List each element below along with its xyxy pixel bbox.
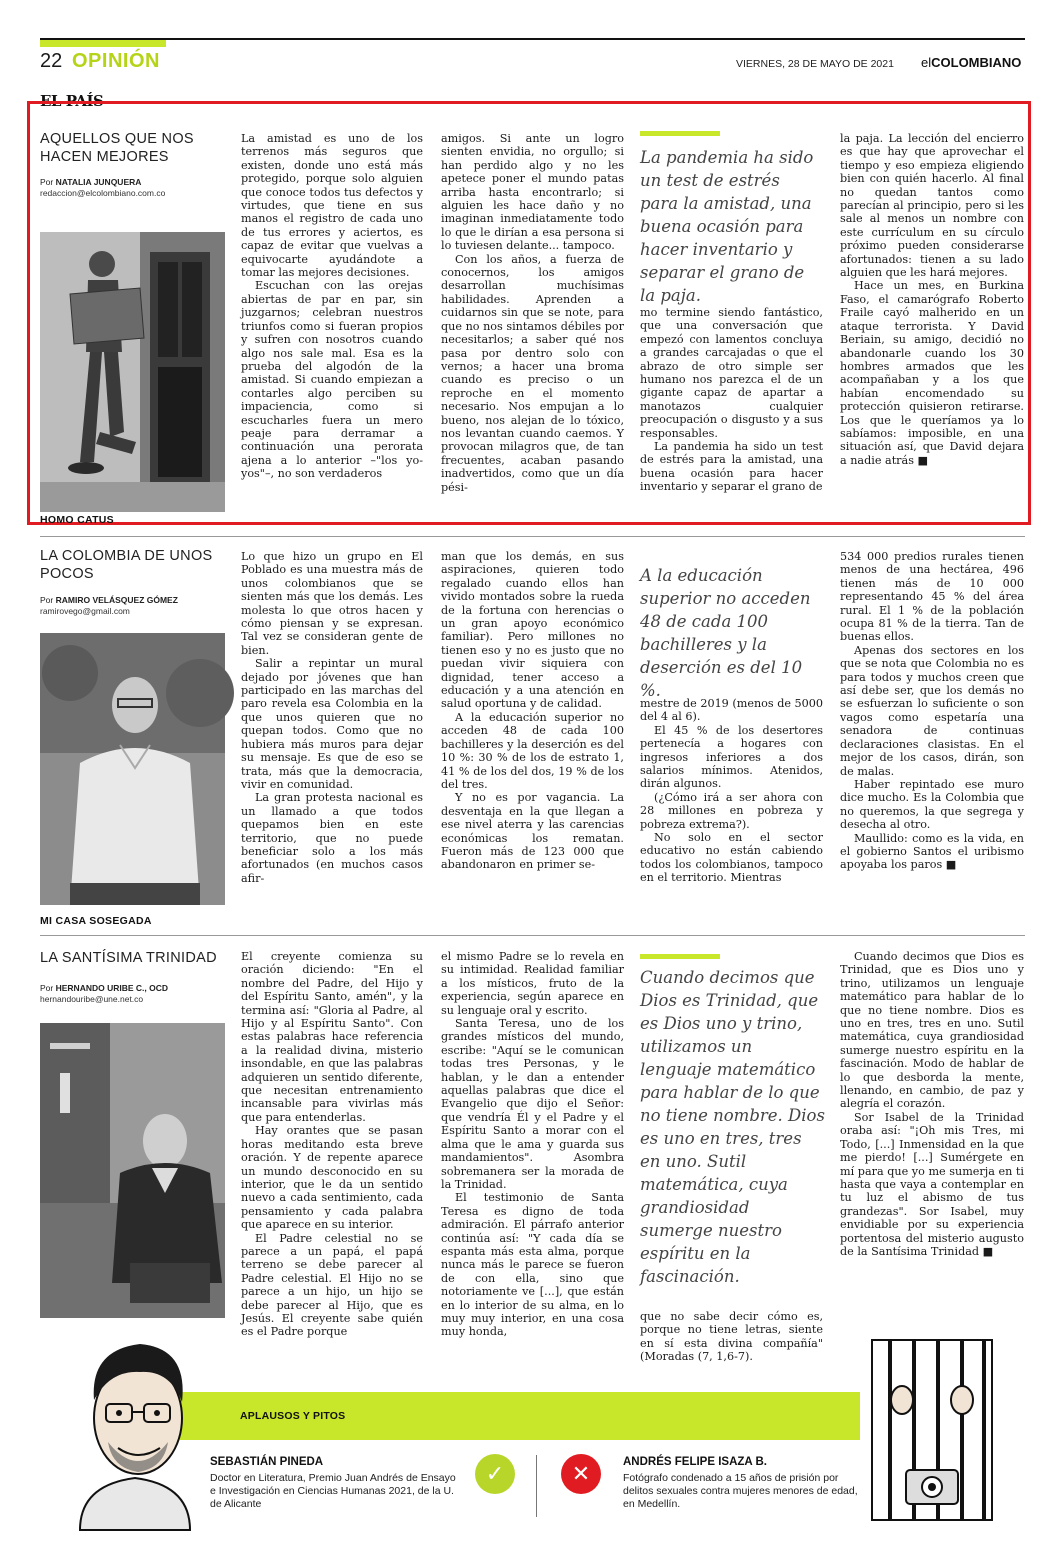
paragraph: La gran protesta nacional es un llamado a que todos quepamos bien en este territorio, que no puede beneficiar solo a los más afortunados (en muchos casos afir- xyxy=(241,791,423,885)
paragraph: la paja. La lección del encierro es que hay que aprovechar el tiempo y eso empieza eligiendo bien con quién hacerlo. Al final no quedan tantos como parecían al principio, pero si les sale al menos un nombre con este currículum en su círculo próximo pueden considerarse afortunados: tienen a su lado alguien que les hará mejores. xyxy=(840,132,1024,280)
section-divider xyxy=(40,536,1025,537)
paragraph: El 45 % de los desertores pertenecía a hogares con ingresos inferiores a dos salarios mínimos. Atenidos, dirán algunos. xyxy=(640,723,823,791)
article-body-col-4 xyxy=(840,132,1024,512)
article-body-col-2 xyxy=(441,550,624,906)
paragraph: man que los demás, en sus aspiraciones, quieren todo regalado cuando ellos han vivido montados sobre la rueda de la fortuna con herencias o un gran apoyo económico familiar). Pero millones no tienen eso y no es justo que no puedan vivir siquiera con dignidad, tener acceso a educación y a una atención en salud oportuna y de calidad. xyxy=(441,550,624,711)
paragraph: mestre de 2019 (menos de 5000 del 4 al 6). xyxy=(640,697,823,724)
applause-description: Doctor en Literatura, Premio Juan Andrés de Ensayo e Investigación en Ciencias Humanas 2021, de la U. de Alicante xyxy=(210,1472,456,1510)
paragraph: La pandemia ha sido un test de estrés para la amistad, una buena ocasión para hacer inventario y separar el grano de xyxy=(640,440,823,494)
article-title: LA COLOMBIA DE UNOS POCOS xyxy=(40,548,213,582)
caricature-sebastian-pineda xyxy=(60,1330,210,1530)
author-name: RAMIRO VELÁSQUEZ GÓMEZ xyxy=(55,595,178,605)
article-body-col-2 xyxy=(441,950,624,1370)
paragraph: No solo en el sector educativo no están cabiendo todos los colombianos, tampoco en el territorio. Mientras xyxy=(640,831,823,885)
paragraph: El creyente comienza su oración diciendo: "En el nombre del Padre, del Hijo y del Espíritu Santo, amén", y la termina así: "Gloria al Padre, al Hijo y al Espíritu Santo". Con estas palabras hace referencia a la realidad divina, misterio insondable, en que las palabras adquieren un sentido diferente, que necesitan entrenamiento incansable para vivirlas más que para entenderlas. xyxy=(241,950,423,1124)
paragraph: Santa Teresa, uno de los grandes místicos del mundo, escribe: "Aquí se le comunican todas tres Personas, y le hablan, y le dan a entender aquellas palabras que dice el Evangelio que dijo el Señor: que vendría Él y el Padre y el Espíritu Santo a morar con el alma que le ama y guarda sus mandamientos". Asombra sobremanera ser la morada de la Trinidad. xyxy=(441,1017,624,1191)
section-divider xyxy=(40,935,1025,936)
paragraph: Salir a repintar un mural dejado por jóvenes que han participado en las marchas del paro revela esa Colombia en la que unos quieren que no quepan todos. Como que no hubiera más muros para dejar su mensaje. Es que de eso se trata, más que la democracia, vivir en comunidad. xyxy=(241,657,423,791)
article-body-col-1 xyxy=(241,550,423,906)
paragraph: Apenas dos sectores en los que se nota que Colombia no es para todos y muchos creen que así debe ser, que los demás no se esfuerzan lo suficiente o son vagos como espetaría una senadora de continuas declaraciones clasistas. En el mejor de los casos, dirán, son de malas. xyxy=(840,643,1024,778)
article-body-col-3 xyxy=(640,306,823,512)
article-body-col-3 xyxy=(640,1310,823,1370)
author-photo xyxy=(40,633,225,905)
section-accent-bar xyxy=(40,40,166,47)
author-email: redaccion@elcolombiano.com.co xyxy=(40,188,166,198)
column-banner-elpais: EL PAÍS xyxy=(40,92,104,110)
article-body-col-3 xyxy=(640,697,823,906)
page-number: 22 xyxy=(40,50,63,72)
paragraph: Haber repintado ese muro dice mucho. Es la Colombia que no queremos, la que segrega y desecha al otro. xyxy=(840,777,1024,832)
paragraph: Y no es por vagancia. La desventaja en la que llegan a ese nivel aterra y las carencias económicas los rematan. Fueron más de 123 000 que abandonaron en primer se- xyxy=(441,791,624,872)
paragraph: Con los años, a fuerza de conocernos, los amigos desarrollan muchísimas habilidades. Aprenden a cuidarnos sin que se note, para que no nos sintamos débiles por necesitarlos; a saber qué nos pasa por dentro solo con vernos; a hacer una broma cuando es preciso o un reproche en el momento necesario. Nos empujan a lo bueno, nos alejan de lo tóxico, nos levantan cuando caemos. Y provocan milagros que, de tan frecuentes, acaban pasando inadvertidos, como que un día pési- xyxy=(441,252,624,494)
paragraph: Maullido: como es la vida, en el gobierno Santos el uribismo apoyaba los paros ■ xyxy=(840,831,1024,872)
section-name: OPINIÓN xyxy=(72,50,160,72)
masthead-name: COLOMBIANO xyxy=(931,55,1022,70)
paragraph: el mismo Padre se lo revela en su intimidad. Realidad familiar a los místicos, fruto de la experiencia, según aparece en su lenguaje oral y escrito. xyxy=(441,950,624,1017)
author-photo xyxy=(40,1023,225,1318)
quote-accent-bar xyxy=(640,954,720,959)
paragraph: El Padre celestial no se parece a un papá, el papá terreno se debe parecer al Padre celestial. El Hijo no se parece a un hijo, un hijo se debe parecer al Hijo, que es Jesús. El creyente sabe quién es el Padre porque xyxy=(241,1231,423,1339)
author-photo-statue xyxy=(40,232,225,512)
author-name: NATALIA JUNQUERA xyxy=(55,177,142,187)
paragraph: El testimonio de Santa Teresa es digno de toda admiración. El párrafo anterior continúa así: "Y cada día se espanta más esta alma, porque nunca más le parece se fueron de con ella, sino que notoriamente ve [...], que están en lo interior de su alma, en lo muy muy interior, en una cosa muy honda, xyxy=(441,1191,624,1339)
byline-prefix: Por xyxy=(40,177,54,187)
byline-prefix: Por xyxy=(40,595,54,605)
newspaper-masthead xyxy=(921,55,1021,70)
paragraph: La amistad es uno de los terrenos más seguros que existen, donde uno está más protegido, porque solo alguien que conoce todos tus defectos y virtudes, que tiene en sus manos el registro de cada uno de tus errores y aciertos, es capaz de evitar que vuelvas a equivocarte ayudándote a tomar las mejores decisiones. xyxy=(241,132,423,280)
pull-quote: Cuando decimos que Dios es Trinidad, que es Dios uno y trino, utilizamos un lenguaje matemático para hablar de lo que no tiene nombre. Dios es uno en tres, tres en uno. Sutil matemática, cuya grandiosidad sumerge nuestro espíritu en la fascinación. xyxy=(640,968,825,1286)
aplausos-divider xyxy=(536,1455,537,1517)
author-email: hernandouribe@une.net.co xyxy=(40,994,144,1004)
quote-accent-bar xyxy=(640,131,720,136)
article-body-col-2 xyxy=(441,132,624,512)
article-byline xyxy=(40,983,230,1005)
article-body-col-4 xyxy=(840,550,1024,906)
column-banner-homo-catus: HOMO CATUS xyxy=(40,514,114,526)
article-body-col-1 xyxy=(241,132,423,512)
applause-name: SEBASTIÁN PINEDA xyxy=(210,1456,324,1468)
author-email: ramirovego@gmail.com xyxy=(40,606,130,616)
article-title: AQUELLOS QUE NOS HACEN MEJORES xyxy=(40,131,194,165)
masthead-prefix: el xyxy=(921,55,932,70)
paragraph: Cuando decimos que Dios es Trinidad, que es Dios uno y trino, utilizamos un lenguaje matemático para hablar de lo que no tiene nombre. Dios es uno en tres, tres en uno. Sutil matemática, cuya grandiosidad sumerge nuestro espíritu en la fascinación. Modo de hablar de lo que desborda la mente, llenando, en cambio, de paz y alegría el corazón. xyxy=(840,950,1024,1111)
pull-quote: La pandemia ha sido un test de estrés para la amistad, una buena ocasión para hacer inventario y separar el grano de la paja. xyxy=(640,148,814,305)
boo-name: ANDRÉS FELIPE ISAZA B. xyxy=(623,1456,767,1468)
issue-date: VIERNES, 28 DE MAYO DE 2021 xyxy=(736,58,894,70)
article-body-col-1 xyxy=(241,950,423,1339)
header-rule xyxy=(40,38,1025,40)
author-name: HERNANDO URIBE C., OCD xyxy=(55,983,169,993)
paragraph: Hace un mes, en Burkina Faso, el camarógrafo Roberto Fraile cayó malherido en un ataque terrorista. Y David Beriain, su amigo, decidió no abandonarle cuando los 30 hombres armados que les acompañaban y a los que habían encomendado su protección quisieron retirarse. Los que le queríamos ya lo sabíamos: imposible, en una situación así, que David dejara a nadie atrás ■ xyxy=(840,279,1024,467)
paragraph: A la educación superior no acceden 48 de cada 100 bachilleres y la deserción es del 10 %: 30 % de los de estrato 1, 41 % de los del dos, 19 % de los del tres. xyxy=(441,710,624,791)
paragraph: (¿Cómo irá a ser ahora con 28 millones en pobreza y pobreza extrema?). xyxy=(640,790,823,831)
paragraph: Sor Isabel de la Trinidad oraba así: "¡Oh mis Tres, mi Todo, [...] Inmensidad en la que me pierdo! [...] Sumérgete en mí para que yo me sumerja en ti hasta que vaya a contemplar en tu luz el abismo de tus grandezas". Sor Isabel, muy envidiable por su experiencia portentosa del misterio augusto de la Santísima Trinidad ■ xyxy=(840,1110,1024,1258)
paragraph: Lo que hizo un grupo en El Poblado es una muestra más de unos colombianos que se sienten más que los demás. Les molesta lo que otros hacen y cómo piensan y se expresan. Tal vez se consideran gente de bien. xyxy=(241,550,423,657)
paragraph: mo termine siendo fantástico, que una conversación que empezó con lamentos concluya a grandes carcajadas o que el abrazo de otro simple ser humano nos parezca el de un gigante capaz de apartar a manotazos cualquier preocupación o disgusto y a sus responsables. xyxy=(640,306,823,440)
article-title: LA SANTÍSIMA TRINIDAD xyxy=(40,950,217,966)
column-banner-mi-casa-sosegada: MI CASA SOSEGADA xyxy=(40,915,152,927)
article-byline xyxy=(40,177,230,199)
boo-description: Fotógrafo condenado a 15 años de prisión por delitos sexuales contra mujeres menores de edad, en Medellín. xyxy=(623,1472,858,1510)
paragraph: Escuchan con las orejas abiertas de par en par, sin juzgarnos; celebran nuestros triunfos como si fueran propios y sufren con nosotros cuando algo nos sale mal. Esa es la prueba del algodón de la amistad. Si cuando empiezan a contarles algo perciben su impaciencia, como si escucharles fuera un mero peaje para derramar a continuación una perorata ajena a lo anterior –"los yo-yos"–, no son verdaderos xyxy=(241,279,423,481)
x-icon: ✕ xyxy=(561,1454,601,1494)
paragraph: 534 000 predios rurales tienen menos de una hectárea, 496 tienen más de 10 000 representando 45 % del área rural. El 1 % de la población ocupa 81 % de la tierra. Tan de buenas ellos. xyxy=(840,550,1024,644)
pull-quote: A la educación superior no acceden 48 de cada 100 bachilleres y la deserción es del 10 %. xyxy=(640,566,811,700)
paragraph: Hay orantes que se pasan horas meditando esta breve oración. Y de repente aparece un mundo desconocido en su interior, que le da un sentido nuevo a cada sentimiento, cada pensamiento y cada palabra que aparece en su interior. xyxy=(241,1124,423,1232)
aplausos-title: APLAUSOS Y PITOS xyxy=(240,1410,346,1422)
jail-bars-illustration xyxy=(862,1330,1002,1525)
article-byline xyxy=(40,595,230,617)
article-body-col-4 xyxy=(840,950,1024,1310)
paragraph: que no sabe decir cómo es, porque no tiene letras, siente en sí esta divina compañía" (Moradas (7, 1,6-7). xyxy=(640,1310,823,1364)
check-icon: ✓ xyxy=(475,1454,515,1494)
byline-prefix: Por xyxy=(40,983,54,993)
paragraph: amigos. Si ante un logro sienten envidia, no orgullo; si han perdido algo y no les apetece poner el mundo patas arriba hasta encontrarlo; si alguien les hace daño y no imaginan inmediatamente todo lo que le dirían a esa persona si lo tuviesen delante... tampoco. xyxy=(441,132,624,253)
